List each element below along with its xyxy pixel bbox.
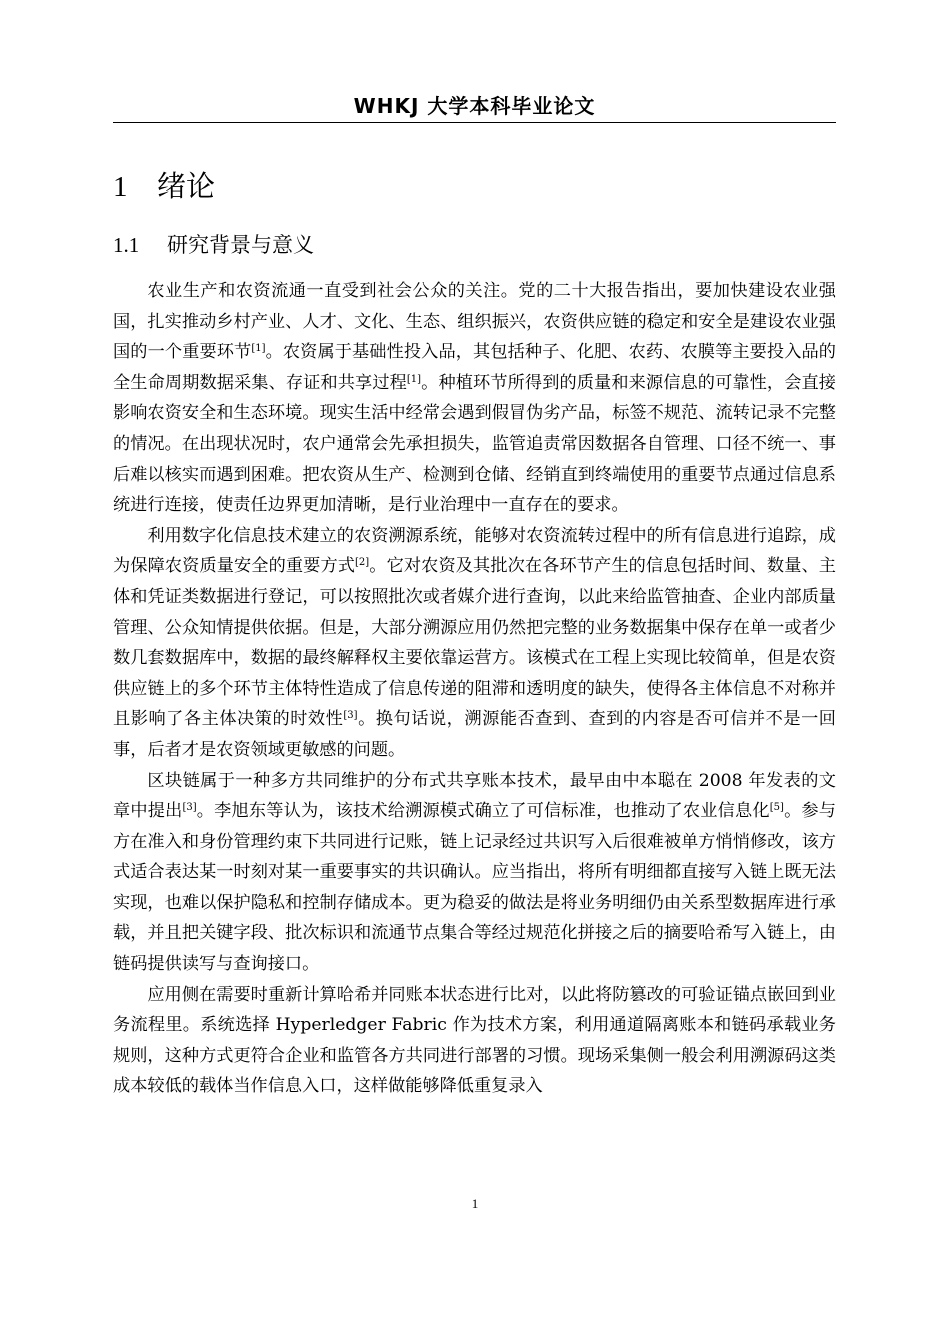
page-number: 1	[471, 1196, 479, 1211]
header-title: WHKJ 大学本科毕业论文	[353, 94, 596, 118]
paragraph-text: 。换句话说，溯源能否查到、查到的内容是否可信并不是一回事，后者才是农资领域更敏感的问题。	[113, 709, 836, 760]
paragraph	[113, 980, 836, 1102]
paragraph-text: 。种植环节所得到的质量和来源信息的可靠性，会直接影响农资安全和生态环境。现实生活中经常会遇到假冒伪劣产品，标签不规范、流转记录不完整的情况。在出现状况时，农户通常会先承担损失，监管追责常因数据各自管理、口径不统一、事后难以核实而遇到困难。把农资从生产、检测到仓储、经销直到终端使用的重要节点通过信息系统进行连接，使责任边界更加清晰，是行业治理中一直存在的要求。	[113, 372, 836, 516]
paragraph	[113, 521, 836, 766]
page-header	[113, 92, 836, 123]
paragraph-text: 利用数字化信息技术建立的农资溯源系统，能够对农资流转过程中的所有信息进行追踪，成为保障农资质量安全的重要方式	[113, 525, 836, 577]
paragraph-text: 应用侧在需要时重新计算哈希并同账本状态进行比对，以此将防篡改的可验证锚点嵌回到业务流程里。系统选择 Hyperledger Fabric 作为技术方案，利用通道隔离账本和链码承载业务规则，这种方式更符合企业和监管各方共同进行部署的习惯。现场采集侧一般会利用溯源码这类成本较低的载体当作信息入口，这样做能够降低重复录入	[113, 984, 836, 1097]
citation-marker: [1]	[406, 373, 422, 385]
section-number: 1.1	[113, 233, 140, 257]
citation-marker: [2]	[355, 557, 370, 569]
body-text	[113, 276, 836, 1102]
citation-marker: [3]	[182, 802, 197, 814]
section-heading	[113, 229, 314, 261]
chapter-heading	[113, 166, 215, 207]
paragraph-text: 。李旭东等认为，该技术给溯源模式确立了可信标准，也推动了农业信息化	[196, 801, 770, 822]
citation-marker: [1]	[251, 343, 266, 355]
paragraph-text: 。参与方在准入和身份管理约束下共同进行记账，链上记录经过共识写入后很难被单方悄悄修改，该方式适合表达某一时刻对某一重要事实的共识确认。应当指出，将所有明细都直接写入链上既无法实现，也难以保护隐私和控制存储成本。更为稳妥的做法是将业务明细仍由关系型数据库进行承载，并且把关键字段、批次标识和流通节点集合等经过规范化拼接之后的摘要哈希写入链上，由链码提供读写与查询接口。	[113, 801, 836, 975]
paragraph	[113, 276, 836, 521]
paragraph	[113, 766, 836, 980]
paragraph-text: 农业生产和农资流通一直受到社会公众的关注。党的二十大报告指出，要加快建设农业强国，扎实推动乡村产业、人才、文化、生态、组织振兴，农资供应链的稳定和安全是建设农业强国的一个重要环节	[113, 281, 836, 363]
paragraph-text: 。它对农资及其批次在各环节产生的信息包括时间、数量、主体和凭证类数据进行登记，可以按照批次或者媒介进行查询，以此来给监管抽查、企业内部质量管理、公众知情提供依据。但是，大部分溯源应用仍然把完整的业务数据集中保存在单一或者少数几套数据库中，数据的最终解释权主要依靠运营方。该模式在工程上实现比较简单，但是农资供应链上的多个环节主体特性造成了信息传递的阻滞和透明度的缺失，使得各主体信息不对称并且影响了各主体决策的时效性	[113, 556, 836, 730]
citation-marker: [3]	[343, 710, 358, 722]
citation-marker: [5]	[769, 802, 784, 814]
paragraph-text: 。农资属于基础性投入品，其包括种子、化肥、农药、农膜等主要投入品的全生命周期数据采集、存证和共享过程	[113, 342, 836, 393]
chapter-number: 1	[113, 171, 128, 203]
paragraph-text: 区块链属于一种多方共同维护的分布式共享账本技术，最早由中本聪在 2008 年发表的文章中提出	[113, 770, 836, 822]
section-title: 研究背景与意义	[167, 233, 314, 257]
chapter-title: 绪论	[157, 169, 216, 203]
